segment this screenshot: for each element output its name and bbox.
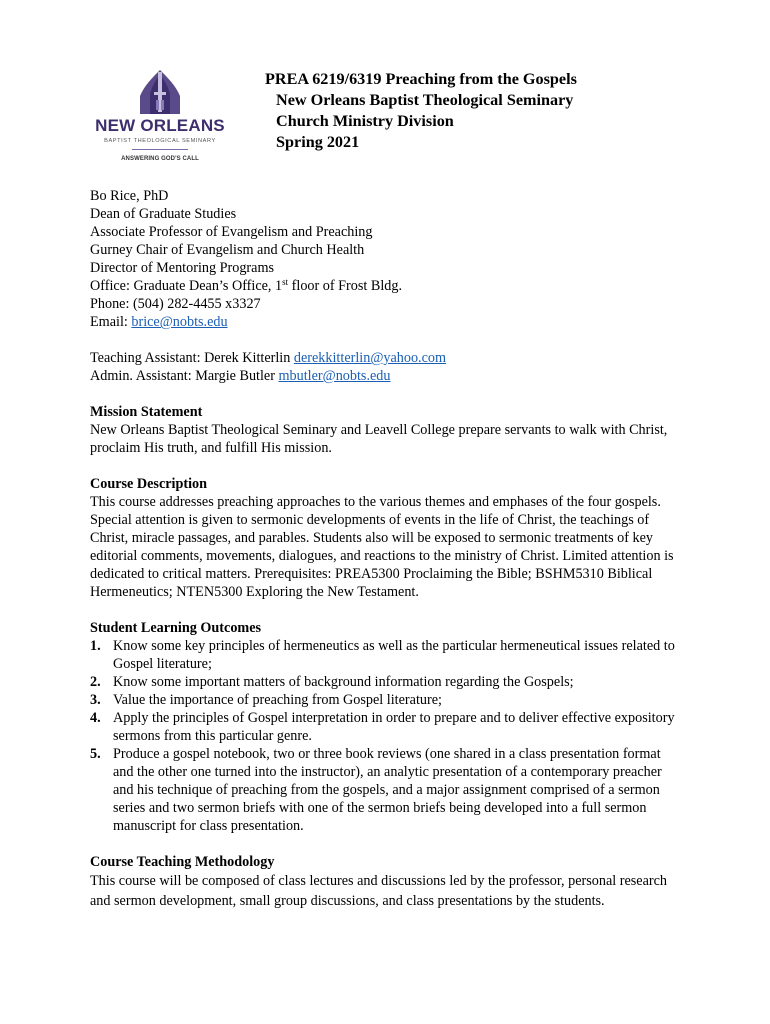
methodology-section <box>90 853 680 911</box>
division-name: Church Ministry Division <box>276 112 454 130</box>
professor-phone: Phone: (504) 282-4455 x3327 <box>90 296 261 312</box>
mission-text: New Orleans Baptist Theological Seminary and Leavell College prepare servants to walk with Christ, proclaim His truth, and fulfill His mission. <box>90 422 668 456</box>
outcomes-heading: Student Learning Outcomes <box>90 620 262 636</box>
mission-heading: Mission Statement <box>90 404 203 420</box>
assistants <box>90 349 680 385</box>
seminary-logo <box>90 68 230 168</box>
seminary-name: New Orleans Baptist Theological Seminary <box>276 91 574 109</box>
admin-assistant: Admin. Assistant: Margie Butler mbutler@nobts.edu <box>90 368 391 384</box>
professor-title: Director of Mentoring Programs <box>90 260 275 276</box>
professor-email-line: Email: brice@nobts.edu <box>90 314 228 330</box>
outcome-item: 1. Know some key principles of hermeneutics as well as the particular hermeneutical issues related to Gospel literature; <box>90 638 675 672</box>
ta-email-link[interactable]: derekkitterlin@yahoo.com <box>293 350 447 366</box>
professor-email-link[interactable]: brice@nobts.edu <box>131 314 228 330</box>
syllabus-body <box>90 187 680 911</box>
professor-office: Office: Graduate Dean’s Office, 1st floor of Frost Bldg. <box>90 277 403 294</box>
admin-email-link[interactable]: mbutler@nobts.edu <box>278 368 391 384</box>
course-header <box>265 69 577 153</box>
professor-name: Bo Rice, PhD <box>90 188 169 204</box>
outcomes-section <box>90 619 680 835</box>
teaching-assistant: Teaching Assistant: Derek Kitterlin derekkitterlin@yahoo.com <box>90 350 447 366</box>
professor-title: Dean of Graduate Studies <box>90 206 237 222</box>
outcome-item: 3. Value the importance of preaching from Gospel literature; <box>90 692 442 708</box>
professor-title: Gurney Chair of Evangelism and Church Health <box>90 242 365 258</box>
methodology-text: This course will be composed of class lectures and discussions led by the professor, personal research and sermon development, small group discussions, and class presentations by the students. <box>90 873 668 909</box>
logo-tagline: ANSWERING GOD'S CALL <box>121 156 199 162</box>
logo-subtitle: BAPTIST THEOLOGICAL SEMINARY <box>104 138 216 144</box>
outcomes-list <box>90 637 680 835</box>
professor-info <box>90 187 680 331</box>
logo-divider <box>132 149 188 150</box>
logo-title: NEW ORLEANS <box>95 116 225 135</box>
mission-section <box>90 403 680 457</box>
description-heading: Course Description <box>90 476 208 492</box>
professor-title: Associate Professor of Evangelism and Preaching <box>90 224 373 240</box>
description-text: This course addresses preaching approaches to the various themes and emphases of the four gospels. Special attention is given to sermonic developments of events in the life of Christ, the teachings of Christ, miracle passages, and parables. Students also will be exposed to sermonic treatments of key editorial comments, movements, dialogues, and reactions to the ministry of Christ. Limited attention is dedicated to critical matters. Prerequisites: PREA5300 Proclaiming the Bible; BSHM5310 Biblical Hermeneutics; NTEN5300 Exploring the New Testament. <box>90 494 674 600</box>
chapel-spire-icon <box>90 68 230 114</box>
methodology-heading: Course Teaching Methodology <box>90 854 275 870</box>
outcome-item: 2. Know some important matters of background information regarding the Gospels; <box>90 674 574 690</box>
description-section <box>90 475 680 601</box>
course-title: PREA 6219/6319 Preaching from the Gospels <box>265 70 577 88</box>
term: Spring 2021 <box>276 133 360 151</box>
outcome-item: 5. Produce a gospel notebook, two or three book reviews (one shared in a class presentation format and the other one turned into the instructor), an analytic presentation of a contemporary preacher and his technique of preaching from the gospels, and a major assignment comprised of a sermon series and two sermon briefs with one of the sermon briefs being developed into a full sermon manuscript for class presentation. <box>90 746 662 834</box>
outcome-item: 4. Apply the principles of Gospel interpretation in order to prepare and to deliver effective expository sermons from this particular genre. <box>90 710 675 744</box>
